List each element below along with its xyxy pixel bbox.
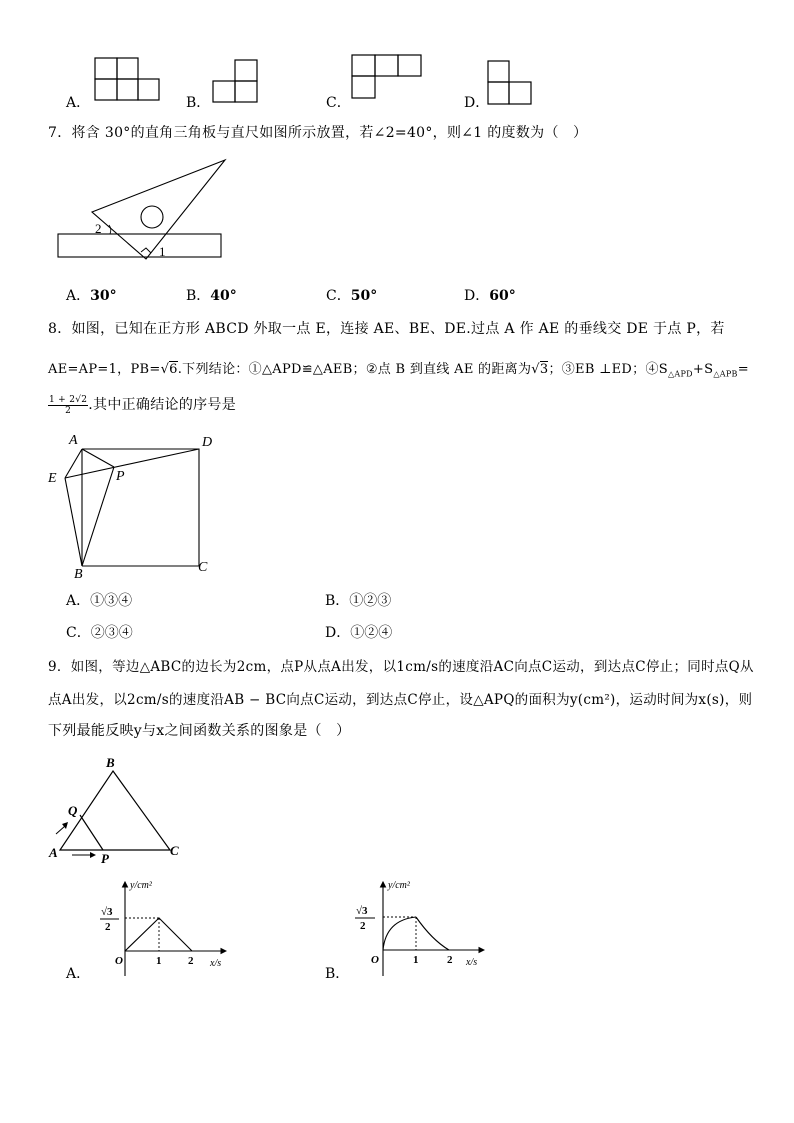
x-axis-label: x/s: [466, 957, 478, 968]
y-value-denominator: 2: [360, 920, 366, 932]
q8-option-c: [66, 622, 133, 642]
sqrt-sign: √: [160, 362, 170, 377]
tick-1-label: 1: [156, 955, 162, 967]
q8-text: ；③EB ⊥ED；④S: [548, 362, 668, 377]
set-square-hole: [141, 206, 163, 228]
q9-line-3: 下列最能反映y与x之间函数关系的图象是（ ）: [48, 723, 351, 739]
fraction-numerator: 1 + 2√2: [49, 394, 88, 405]
q8-line-3: [48, 394, 236, 416]
origin-label: O: [371, 954, 379, 966]
q7-option-d: [464, 285, 516, 305]
q8-option-d: [325, 622, 392, 642]
option-letter: C．: [326, 288, 351, 304]
q6-option-a-label: A．: [66, 95, 91, 111]
option-letter: A．: [66, 288, 91, 304]
option-value: ①②③: [349, 593, 392, 609]
q7-stem: 7．将含 30°的直角三角板与直尺如图所示放置，若∠2=40°，则∠1 的度数为（ ）: [48, 125, 588, 141]
q6-option-d-label: D．: [464, 95, 490, 111]
point-b-label: B: [74, 567, 83, 580]
point-d-label: D: [202, 435, 213, 450]
q7-option-c: [326, 285, 377, 305]
point-b-label: B: [106, 755, 115, 770]
option-letter: B．: [186, 288, 211, 304]
q7-figure: [55, 158, 235, 264]
q9-line-2: 点A出发，以2cm/s的速度沿AB − BC向点C运动，到达点C停止，设△APQ的面积为y(cm²)，运动时间为x(s)，则: [48, 692, 753, 708]
q6-option-a-figure: [94, 56, 162, 102]
angle-2-label: 2: [95, 221, 102, 236]
point-p-label: P: [101, 851, 109, 866]
y-axis-label: y/cm²: [130, 880, 152, 891]
point-a-label: A: [49, 845, 58, 860]
option-value: 40°: [210, 288, 237, 304]
tick-1-label: 1: [413, 954, 419, 966]
q8-text: =: [737, 362, 749, 377]
option-letter: D．: [464, 288, 490, 304]
option-value: ①②④: [350, 625, 393, 641]
origin-label: O: [115, 955, 123, 967]
option-value: 60°: [489, 288, 516, 304]
option-letter: D．: [325, 625, 351, 641]
sqrt-radicand: 3: [539, 362, 549, 377]
q8-option-a: [66, 590, 132, 610]
q8-line-1: 8．如图，已知在正方形 ABCD 外取一点 E，连接 AE、BE、DE.过点 A 作 AE 的垂线交 DE 于点 P，若: [48, 321, 725, 337]
q8-text: +S: [692, 362, 714, 377]
q9-line-1: 9．如图，等边△ABC的边长为2cm，点P从点A出发，以1cm/s的速度沿AC向点C运动，到达点C停止；同时点Q从: [48, 659, 754, 675]
angle-1-label: 1: [159, 244, 166, 259]
q8-figure: [45, 428, 225, 580]
point-q-label: Q: [68, 803, 78, 818]
point-c-label: C: [198, 560, 208, 575]
point-p-label: P: [116, 469, 125, 484]
fraction-denominator: 2: [65, 405, 72, 416]
q8-fraction: [48, 395, 88, 416]
q9-graph-b: [350, 872, 490, 982]
y-value-numerator: √3: [101, 906, 113, 918]
option-letter: C．: [66, 625, 91, 641]
q7-option-b: [186, 285, 237, 305]
y-value-numerator: √3: [356, 905, 368, 917]
point-c-label: C: [170, 843, 179, 858]
q6-option-b-label: B．: [186, 95, 211, 111]
option-value: ②③④: [90, 625, 133, 641]
q8-line-2: [48, 358, 749, 379]
x-axis-label: x/s: [210, 958, 222, 969]
subscript: △APD: [667, 369, 693, 379]
point-e-label: E: [48, 471, 57, 486]
q9-figure: [45, 752, 195, 867]
y-value-denominator: 2: [105, 921, 111, 933]
q8-option-b: [325, 590, 391, 610]
q8-text: .其中正确结论的序号是: [88, 397, 237, 413]
q6-option-b-figure: [210, 58, 260, 106]
q8-text: .下列结论：①△APD≌△AEB；②点 B 到直线 AE 的距离为: [177, 362, 532, 377]
tick-2-label: 2: [447, 954, 453, 966]
sqrt-radicand: 6: [169, 362, 178, 377]
option-letter: A．: [66, 593, 91, 609]
subscript: △APB: [713, 369, 738, 379]
option-letter: B．: [325, 593, 350, 609]
option-value: 50°: [350, 288, 378, 304]
tick-2-label: 2: [188, 955, 194, 967]
option-value: 30°: [90, 288, 117, 304]
q9-graph-a: [92, 872, 232, 982]
q9-option-a-label: A．: [66, 966, 91, 982]
option-value: ①③④: [90, 593, 133, 609]
q8-text: AE=AP=1，PB=: [48, 362, 161, 377]
q6-option-d-figure: [485, 59, 535, 107]
q7-option-a: [66, 285, 117, 305]
sqrt-sign: √: [531, 362, 540, 377]
y-axis-label: y/cm²: [388, 880, 410, 891]
q9-option-b-label: B．: [325, 966, 350, 982]
point-a-label: A: [69, 433, 78, 448]
q6-option-c-label: C．: [326, 95, 351, 111]
q6-option-c-figure: [350, 53, 426, 101]
